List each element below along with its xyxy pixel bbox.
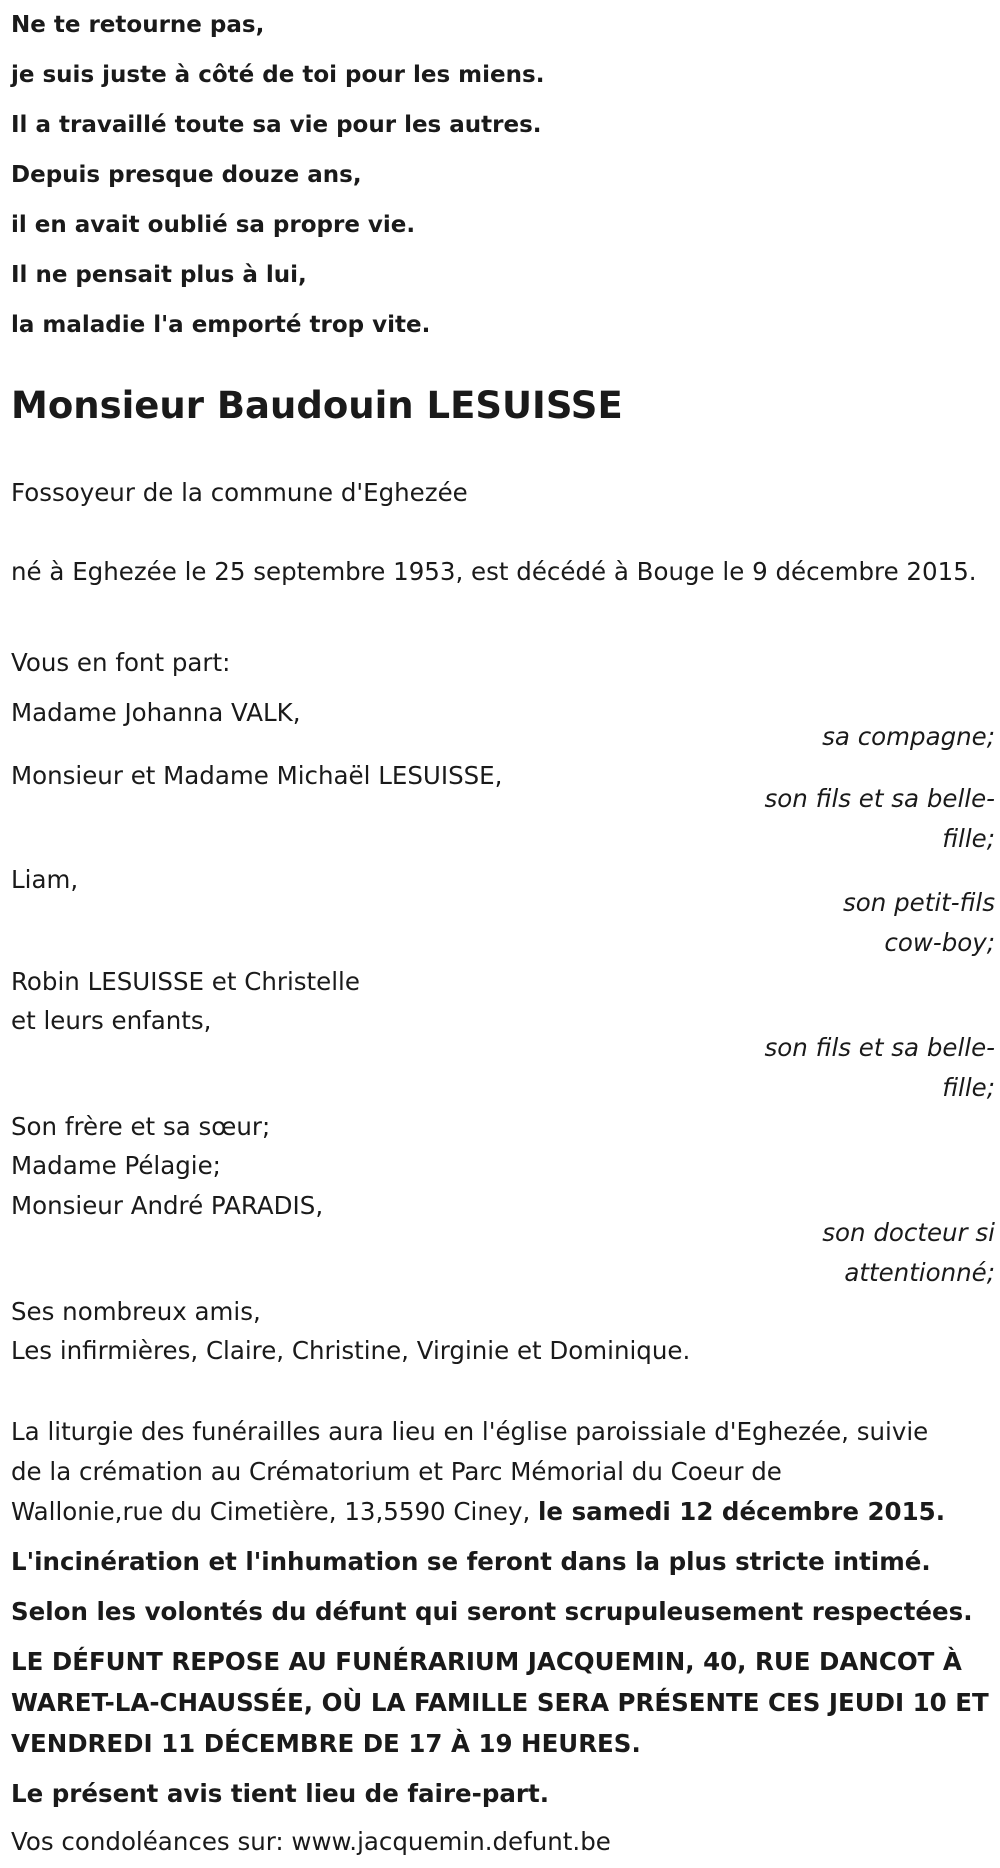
family-member-relation: attentionné; [844, 1258, 995, 1287]
poem-line: Ne te retourne pas, [11, 12, 265, 38]
liturgy-line: de la crémation au Crématorium et Parc Mémorial du Coeur de [11, 1457, 782, 1486]
family-member-relation: son fils et sa belle- [764, 784, 995, 813]
repose-line: VENDREDI 11 DÉCEMBRE DE 17 À 19 HEURES. [11, 1729, 641, 1758]
incineration-note: L'incinération et l'inhumation se feront dans la plus stricte intimé. [11, 1547, 931, 1576]
poem-line: Il ne pensait plus à lui, [11, 262, 307, 288]
family-member-relation: sa compagne; [822, 722, 995, 751]
birth-death-dates: né à Eghezée le 25 septembre 1953, est décédé à Bouge le 9 décembre 2015. [11, 557, 977, 586]
condolences-link[interactable]: Vos condoléances sur: www.jacquemin.defunt.be [11, 1827, 611, 1856]
family-member-name: et leurs enfants, [11, 1006, 212, 1035]
family-member-name: Liam, [11, 865, 79, 894]
occupation: Fossoyeur de la commune d'Eghezée [11, 478, 468, 507]
family-member-name: Madame Pélagie; [11, 1151, 221, 1180]
liturgy-line: La liturgie des funérailles aura lieu en l'église paroissiale d'Eghezée, suivie [11, 1417, 929, 1446]
family-member-relation: son docteur si [822, 1218, 995, 1247]
family-intro: Vous en font part: [11, 648, 231, 677]
funeral-date: le samedi 12 décembre 2015. [538, 1497, 946, 1526]
family-member-name: Madame Johanna VALK, [11, 698, 301, 727]
friends: Ses nombreux amis, [11, 1297, 261, 1326]
family-member-relation: son petit-fils [843, 888, 995, 917]
wishes-note: Selon les volontés du défunt qui seront scrupuleusement respectées. [11, 1597, 973, 1626]
family-member-name: Monsieur André PARADIS, [11, 1191, 324, 1220]
family-member-relation: cow-boy; [884, 928, 995, 957]
family-member-relation: son fils et sa belle- [764, 1033, 995, 1062]
poem-line: Il a travaillé toute sa vie pour les autres. [11, 112, 542, 138]
liturgy-address: Wallonie,rue du Cimetière, 13,5590 Ciney, [11, 1497, 531, 1526]
repose-line: WARET-LA-CHAUSSÉE, OÙ LA FAMILLE SERA PRÉSENTE CES JEUDI 10 ET [11, 1688, 989, 1717]
poem-line: Depuis presque douze ans, [11, 162, 362, 188]
poem-line: je suis juste à côté de toi pour les miens. [11, 62, 545, 88]
family-member-name: Monsieur et Madame Michaël LESUISSE, [11, 761, 503, 790]
family-member-relation: fille; [942, 1073, 995, 1102]
liturgy-line [11, 1492, 945, 1532]
family-member-name: Son frère et sa sœur; [11, 1112, 271, 1141]
poem-line: il en avait oublié sa propre vie. [11, 212, 416, 238]
nurses: Les infirmières, Claire, Christine, Virginie et Dominique. [11, 1336, 691, 1365]
family-member-name: Robin LESUISSE et Christelle [11, 967, 360, 996]
repose-line: LE DÉFUNT REPOSE AU FUNÉRARIUM JACQUEMIN, 40, RUE DANCOT À [11, 1647, 962, 1676]
notice: Le présent avis tient lieu de faire-part. [11, 1779, 549, 1808]
poem-line: la maladie l'a emporté trop vite. [11, 312, 431, 338]
family-member-relation: fille; [942, 824, 995, 853]
deceased-name: Monsieur Baudouin LESUISSE [11, 384, 623, 427]
